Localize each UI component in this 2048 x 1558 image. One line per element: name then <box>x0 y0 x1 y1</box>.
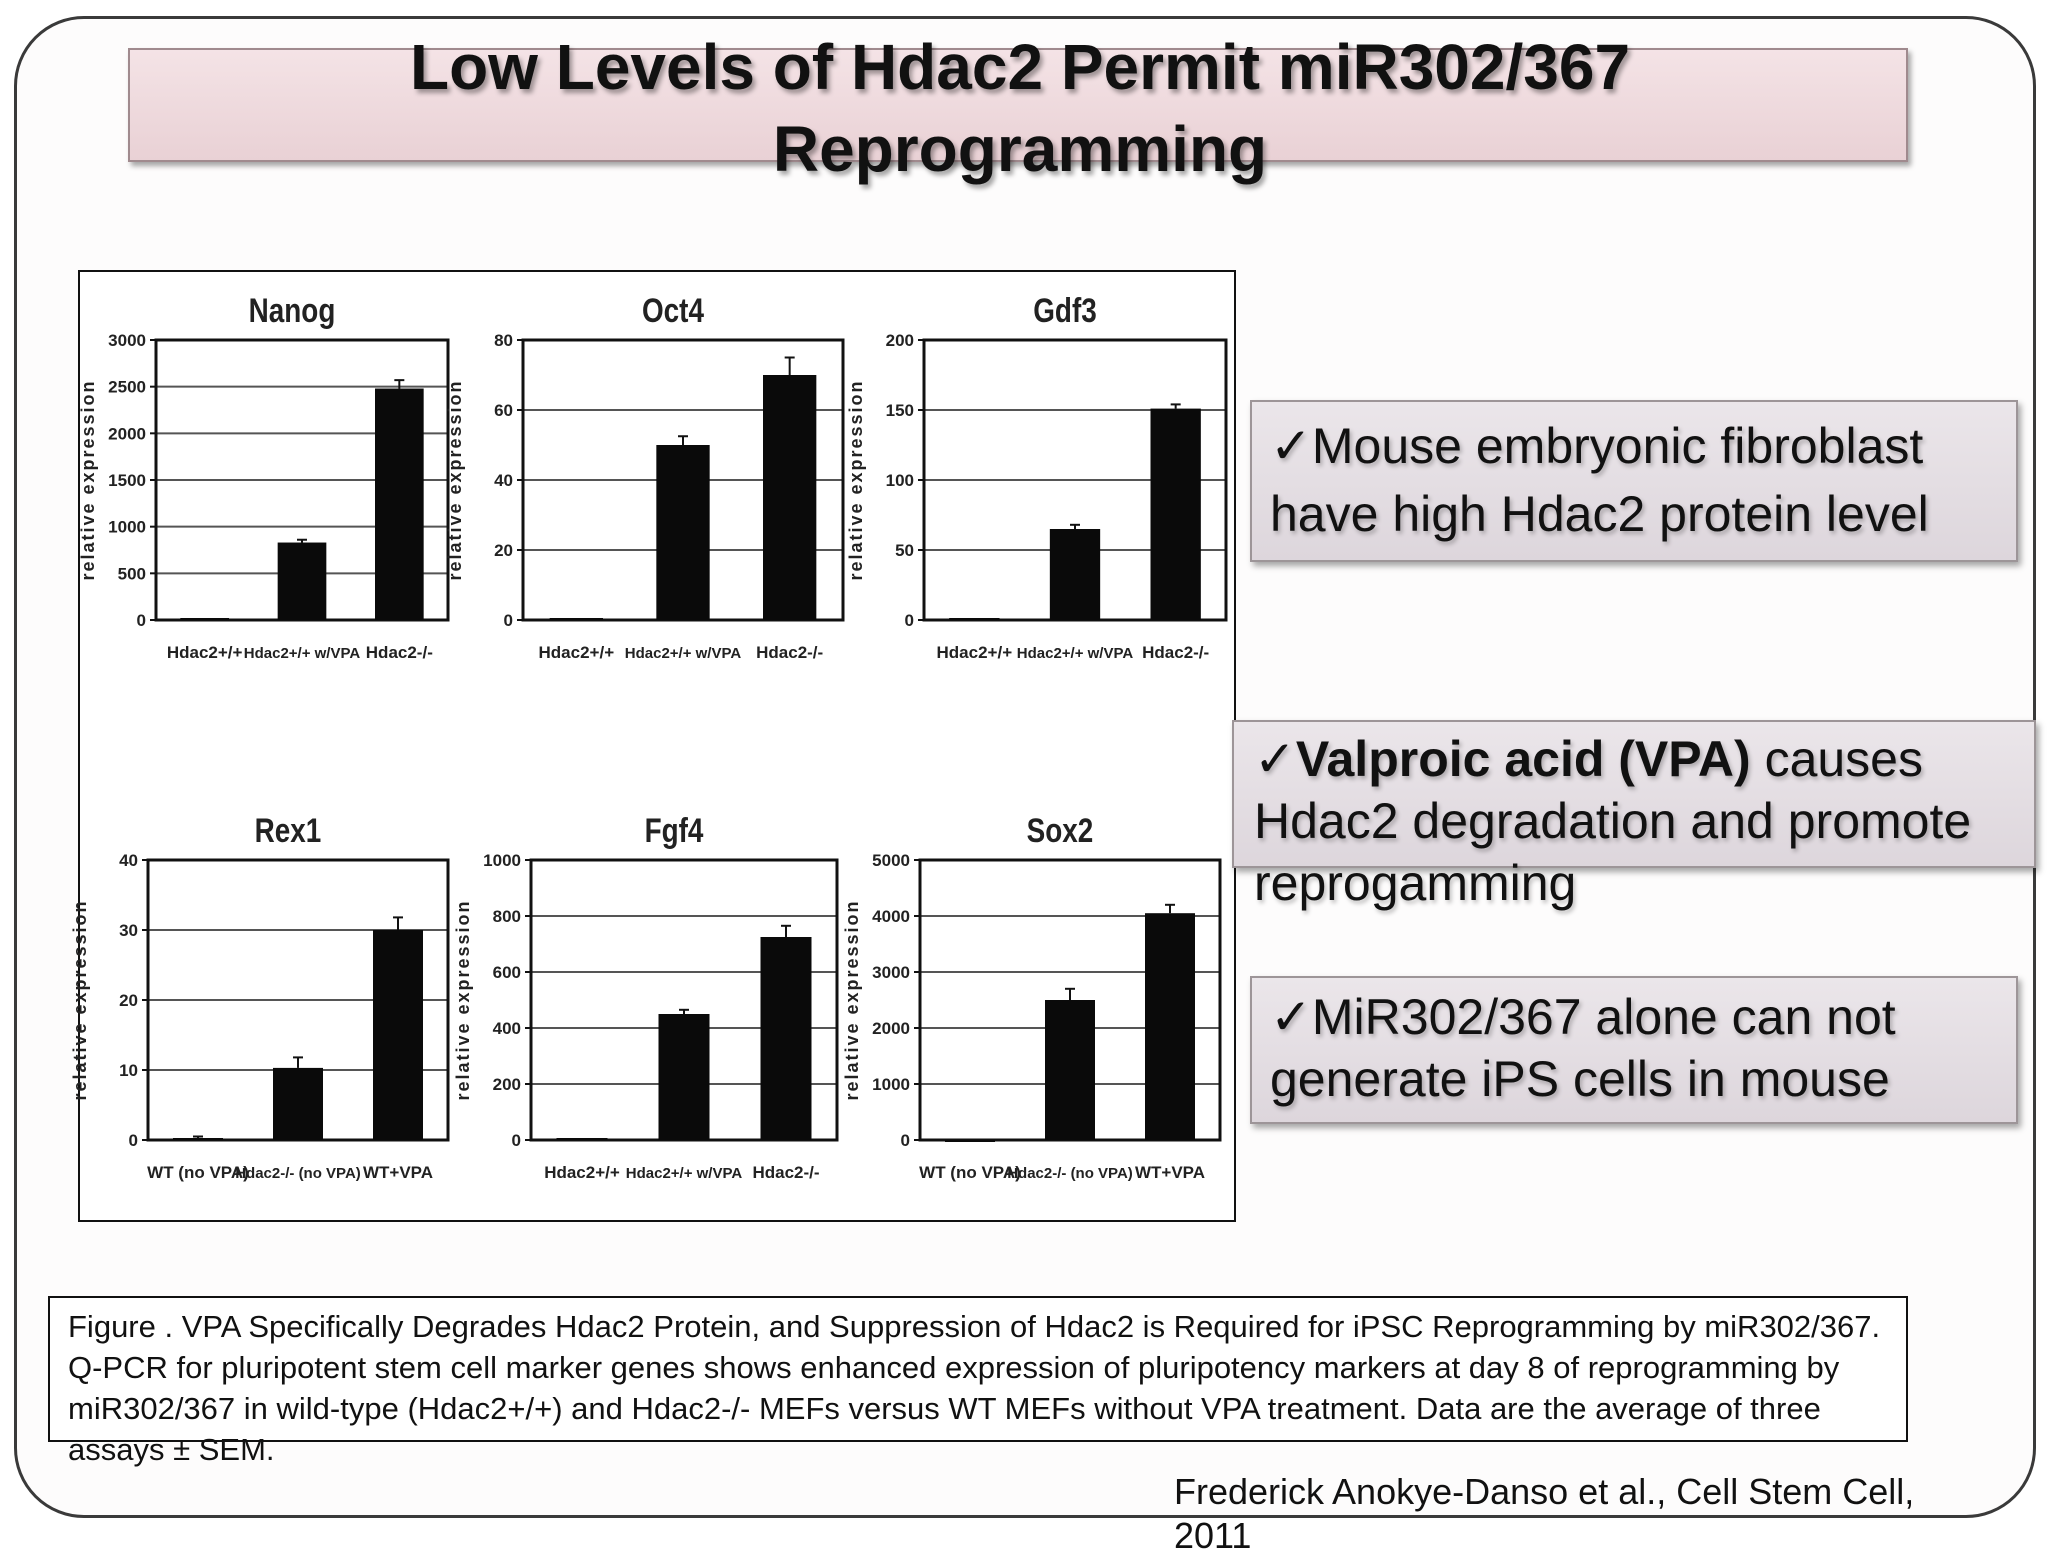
bar <box>1050 529 1100 620</box>
check-icon: ✓ <box>1270 989 1312 1045</box>
bar <box>375 389 424 620</box>
y-tick-label: 600 <box>492 963 521 982</box>
bar <box>1151 409 1201 620</box>
x-tick-label: Hdac2-/- (no VPA) <box>235 1165 361 1182</box>
x-tick-label: Hdac2+/+ <box>166 643 243 662</box>
x-tick-label: WT (no VPA) <box>147 1163 249 1182</box>
x-tick-label: Hdac2+/+ <box>936 643 1013 662</box>
x-tick-label: Hdac2-/- <box>756 643 824 662</box>
x-tick-label: Hdac2+/+ w/VPA <box>625 1165 743 1182</box>
y-tick-label: 4000 <box>872 907 910 926</box>
y-axis-label: relative expression <box>453 899 473 1101</box>
y-tick-label: 1500 <box>108 471 146 490</box>
callout-2-label: causes Hdac2 degradation and promote reprogamming <box>1254 731 1972 911</box>
y-tick-label: 2000 <box>872 1019 910 1038</box>
y-tick-label: 100 <box>885 471 914 490</box>
y-tick-label: 200 <box>492 1075 521 1094</box>
bar <box>1045 1000 1095 1140</box>
y-tick-label: 20 <box>119 991 138 1010</box>
y-tick-label: 800 <box>492 907 521 926</box>
chart-title: Nanog <box>248 291 336 330</box>
y-tick-label: 0 <box>136 611 146 630</box>
y-tick-label: 5000 <box>872 851 910 870</box>
figure-caption: Figure . VPA Specifically Degrades Hdac2 Protein, and Suppression of Hdac2 is Required for iPSC Reprogramming by miR302/367. Q-PCR for pluripotent stem cell marker genes shows enhanced expression of pluripotency markers at day 8 of reprogramming by miR302/367 in wild-type (Hdac2+/+) and Hdac2-/- MEFs versus WT MEFs without VPA treatment. Data are the average of three assays ± SEM. <box>68 1309 1881 1467</box>
y-tick-label: 50 <box>895 541 914 560</box>
x-tick-label: Hdac2+/+ <box>538 643 615 662</box>
y-tick-label: 40 <box>119 851 138 870</box>
bar <box>763 375 816 620</box>
y-tick-label: 0 <box>511 1131 521 1150</box>
x-tick-label: Hdac2+/+ w/VPA <box>243 645 361 662</box>
y-tick-label: 500 <box>117 564 146 584</box>
callout-1-label: Mouse embryonic fibroblast have high Hdac2 protein level <box>1270 418 1929 542</box>
x-tick-label: WT (no VPA) <box>919 1163 1021 1182</box>
bar <box>273 1068 323 1140</box>
bar <box>949 618 999 620</box>
y-axis-label: relative expression <box>842 899 862 1101</box>
x-tick-label: Hdac2-/- <box>752 1163 820 1182</box>
x-tick-label: Hdac2+/+ <box>544 1163 620 1182</box>
y-tick-label: 0 <box>904 611 914 630</box>
y-tick-label: 0 <box>503 611 513 630</box>
charts-svg <box>70 272 1234 1220</box>
slide-title: Low Levels of Hdac2 Permit miR302/367 Reprogramming <box>409 31 1631 185</box>
y-tick-label: 40 <box>494 471 513 490</box>
callout-2-text <box>1254 728 2044 914</box>
callout-2-bold: Valproic acid (VPA) <box>1295 731 1751 787</box>
y-tick-label: 2500 <box>108 377 146 397</box>
chart-title: Fgf4 <box>644 811 704 850</box>
y-tick-label: 3000 <box>108 331 146 350</box>
y-axis-label: relative expression <box>846 379 866 581</box>
callout-1-text <box>1270 412 2010 548</box>
y-tick-label: 0 <box>128 1131 138 1150</box>
bar <box>557 1138 608 1140</box>
y-axis-label: relative expression <box>78 379 98 581</box>
x-tick-label: WT+VPA <box>362 1163 434 1182</box>
bar <box>180 618 229 620</box>
y-axis-label: relative expression <box>70 899 90 1101</box>
check-icon: ✓ <box>1254 731 1296 787</box>
y-tick-label: 400 <box>492 1019 521 1038</box>
y-tick-label: 0 <box>900 1131 910 1150</box>
x-tick-label: WT+VPA <box>1134 1163 1206 1182</box>
bar <box>550 618 603 620</box>
y-axis-label: relative expression <box>445 379 465 581</box>
y-tick-label: 2000 <box>108 424 146 444</box>
x-tick-label: Hdac2+/+ w/VPA <box>624 645 742 662</box>
figure-panel <box>70 270 1236 1222</box>
bar <box>1145 913 1195 1140</box>
bar <box>761 937 812 1140</box>
x-tick-label: Hdac2-/- <box>1142 643 1210 662</box>
y-tick-label: 1000 <box>483 851 521 870</box>
y-tick-label: 3000 <box>872 963 910 982</box>
y-tick-label: 150 <box>885 401 914 420</box>
y-tick-label: 1000 <box>872 1075 910 1094</box>
x-tick-label: Hdac2-/- <box>365 643 433 662</box>
bar <box>656 445 709 620</box>
x-tick-label: Hdac2+/+ w/VPA <box>1016 645 1134 662</box>
chart-title: Oct4 <box>642 291 704 330</box>
bar <box>373 930 423 1140</box>
y-tick-label: 1000 <box>108 517 146 537</box>
y-tick-label: 20 <box>494 541 513 560</box>
callout-3-text <box>1270 986 2010 1110</box>
y-tick-label: 80 <box>494 331 513 350</box>
callout-3-label: MiR302/367 alone can not generate iPS cells in mouse <box>1270 989 1896 1107</box>
citation: Frederick Anokye-Danso et al., Cell Stem Cell, 2011 <box>1174 1471 1915 1556</box>
bar <box>945 1140 995 1142</box>
chart-title: Sox2 <box>1026 811 1094 850</box>
bar <box>659 1014 710 1140</box>
check-icon: ✓ <box>1270 418 1312 474</box>
chart-title: Rex1 <box>254 811 322 850</box>
y-tick-label: 60 <box>494 401 513 420</box>
y-tick-label: 30 <box>119 921 138 940</box>
bar <box>278 543 327 620</box>
chart-title: Gdf3 <box>1033 291 1097 330</box>
y-tick-label: 200 <box>885 331 914 350</box>
y-tick-label: 10 <box>119 1061 138 1080</box>
x-tick-label: Hdac2-/- (no VPA) <box>1007 1165 1133 1182</box>
